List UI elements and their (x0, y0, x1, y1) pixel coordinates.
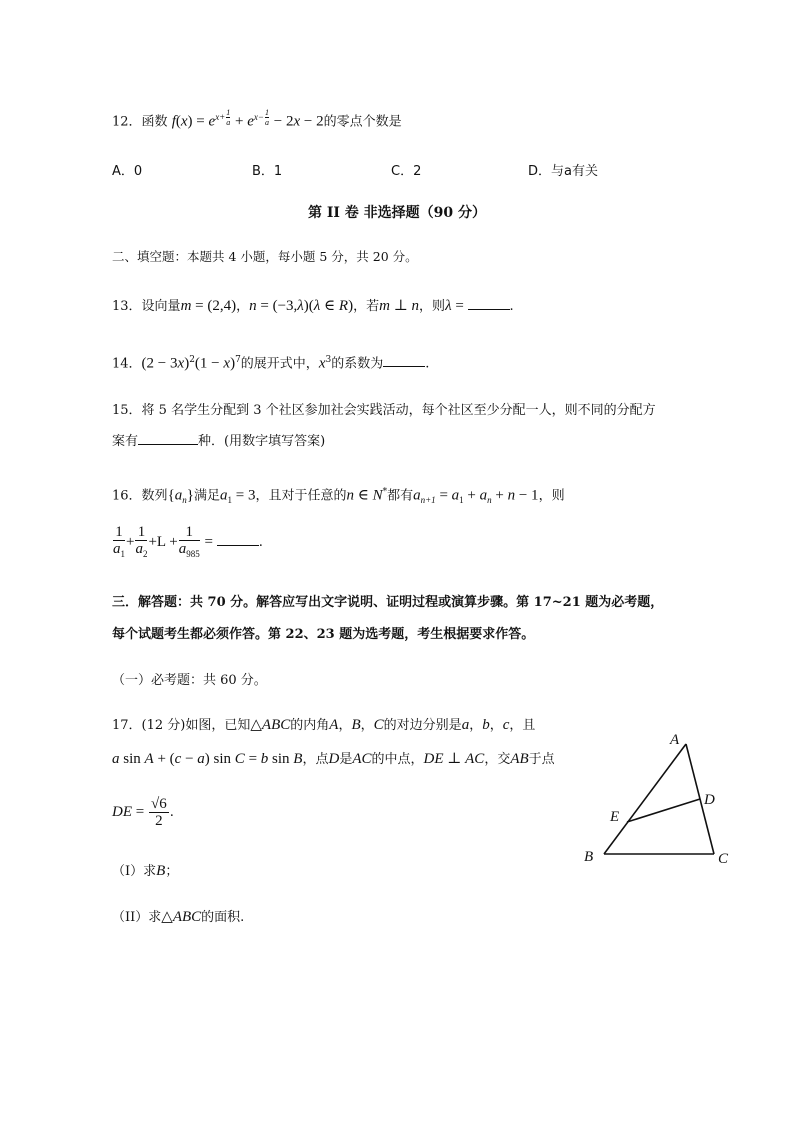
q15-line-1: 15．将 5 名学生分配到 3 个社区参加社会实践活动，每个社区至少分配一人，则不同的分配方 (112, 403, 656, 418)
section-3-line-1: 三．解答题：共 70 分。解答应写出文字说明、证明过程或演算步骤。第 17~21 题为必考题， (112, 595, 664, 610)
q16-answer-blank (217, 533, 259, 546)
q15-answer-blank (138, 432, 198, 445)
q16-text-3: ，且对于任意的 (255, 488, 347, 504)
q16-number: 16． (112, 488, 142, 504)
q17-part-1-text: （I）求 (112, 864, 157, 879)
q14-answer-blank (383, 354, 425, 367)
q16-text-4: 都有 (387, 488, 414, 504)
q13-number: 13． (112, 299, 142, 314)
q14-stem: 14．$(2 - 3x)^2(1 - x)^7$的展开式中，$x^3$的系数为 . (112, 355, 430, 372)
q16-text-1: 数列 (141, 488, 168, 504)
q17-part-2-end: 的面积. (201, 910, 245, 925)
q17-part-1: （I）求B； (112, 863, 179, 879)
label-a: A (670, 732, 680, 748)
triangle-figure (578, 728, 748, 874)
q12-stem: 12．函数 $f(x) = e^{x+ \frac{1}{a}}$ + $e^{x- \frac{1}{a}}$ − 2x − 2的零点个数是 (112, 108, 402, 130)
q16-stem: 16．数列$\{a_n\}$满足$a_1 = 3$，且对于任意的n ∈ N*都有$a_{n+1} = a_1 + a_n + n - 1$，则 (112, 487, 565, 505)
q17-text-4: ，且 (509, 718, 536, 733)
q13-answer-blank (468, 297, 510, 310)
q17-text-1: (12 分)如图，已知 (141, 718, 251, 733)
label-c: C (718, 851, 729, 867)
q13-text-3: ，则 (419, 299, 446, 314)
q13-stem: 13．设向量m = (2,4)，n = (−3,λ)(λ ∈ R)，若m ⊥ n，则λ = . (112, 298, 514, 314)
fill-in-header: 二、填空题：本题共 4 小题，每小题 5 分，共 20 分。 (112, 249, 418, 264)
q12-suffix: 的零点个数是 (323, 114, 402, 130)
q12-option-d: D．与a有关 (528, 164, 598, 179)
q12-option-c: C．2 (391, 164, 422, 179)
required-subsection-header: （一）必考题：共 60 分。 (112, 673, 267, 688)
q17-text-3: 的对边分别是 (383, 718, 462, 733)
q17-text-2: 的内角 (290, 718, 330, 733)
section-2-title: 第 II 卷 非选择题（90 分） (307, 205, 487, 221)
q12-option-a: A．0 (112, 164, 143, 179)
q14-text: 的展开式中， (240, 356, 319, 372)
q12-prefix: 函数 (141, 114, 168, 130)
q17-text-5: ，点 (302, 752, 329, 767)
q17-text-8: ，交 (484, 752, 511, 767)
q17-text-9: 于点 (528, 752, 555, 767)
q17-part-2: （II）求△ABC的面积. (112, 909, 245, 925)
q17-part-2-text: （II）求 (112, 910, 162, 925)
q15-text-2: 种．(用数字填写答案) (198, 434, 326, 449)
q17-line-1: 17．(12 分)如图，已知△ABC的内角A，B，C的对边分别是a，b，c，且 (112, 717, 536, 733)
q17-text-6: 是 (339, 752, 353, 767)
q12-option-b: B．1 (252, 164, 283, 179)
side-ab (604, 744, 686, 854)
q17-text-7: 的中点， (371, 752, 424, 767)
q14-number: 14． (112, 356, 142, 372)
q17-de-formula: DE = $\frac{√6}{2}$ . (112, 796, 174, 829)
q17-part-1-end: ； (165, 864, 179, 879)
label-e: E (610, 809, 620, 825)
q15-text: 案有 (112, 434, 139, 449)
q16-sum-formula: $\frac{1}{a_1}$ + $\frac{1}{a_2}$ +L + $\frac{1}{a_{985}}$ = . (113, 523, 263, 559)
q16-text-5: ，则 (538, 488, 565, 504)
q17-number: 17． (112, 718, 142, 733)
q13-text: 设向量 (141, 299, 181, 314)
label-b: B (584, 849, 594, 865)
segment-de (627, 799, 700, 822)
q12-number: 12． (112, 114, 142, 130)
q15-line-2 (112, 432, 325, 451)
section-3-line-2: 每个试题考生都必须作答。第 22、23 题为选考题，考生根据要求作答。 (112, 627, 535, 642)
label-d: D (704, 792, 715, 808)
q16-text-2: 满足 (193, 488, 220, 504)
q14-text-2: 的系数为 (331, 356, 384, 372)
q12-function-formula: f (171, 113, 176, 130)
q17-line-2: a sin A + (c − a) sin C = b sin B，点D是AC的中点，DE ⊥ AC，交AB于点 (112, 751, 555, 767)
